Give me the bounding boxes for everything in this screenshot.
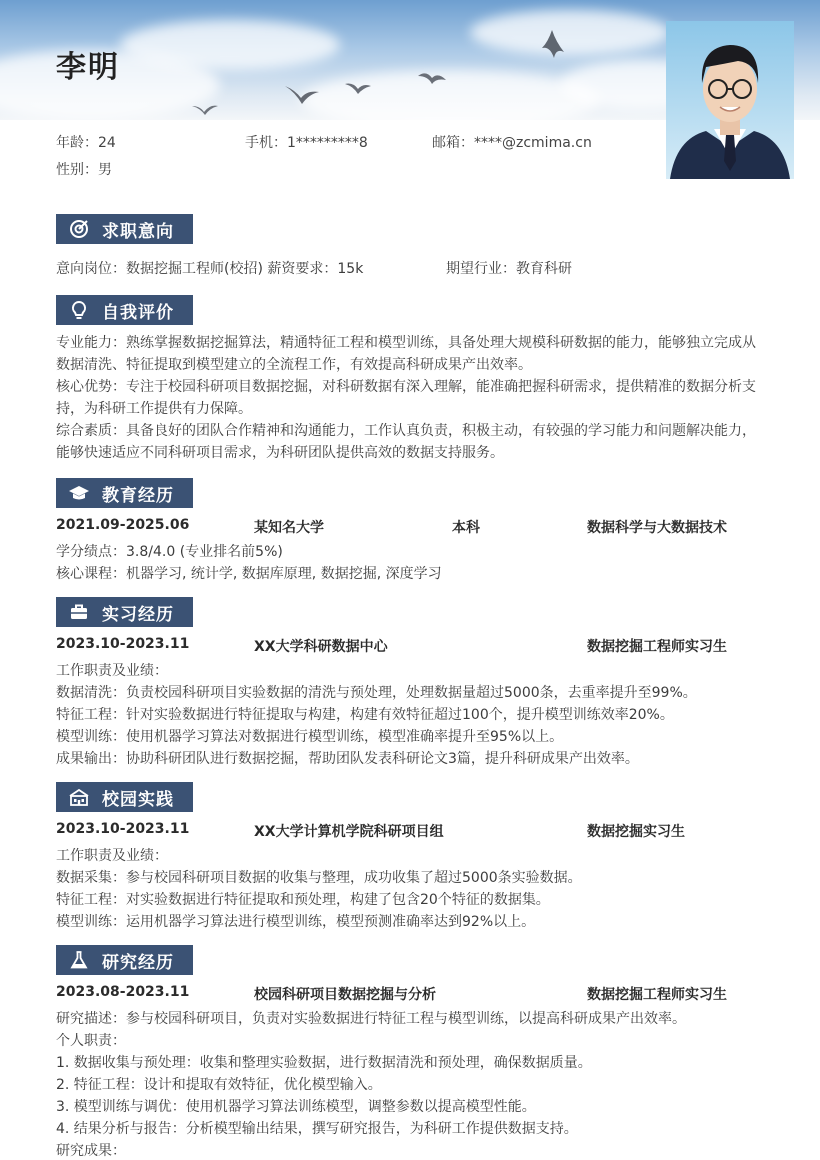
internship-header-row bbox=[56, 636, 768, 656]
email-value: ****@zcmima.cn bbox=[474, 135, 592, 151]
self-evaluation-item: 综合素质：具备良好的团队合作精神和沟通能力，工作认真负责，积极主动，有较强的学习能力和问题解决能力，能够快速适应不同科研项目需求，为科研团队提供高效的数据支持服务。 bbox=[56, 423, 756, 461]
salary-value: 15k bbox=[337, 261, 364, 277]
internship-detail: 成果输出：协助科研团队进行数据挖掘，帮助团队发表科研论文3篇，提升科研成果产出效率。 bbox=[56, 751, 639, 767]
section-title: 教育经历 bbox=[102, 485, 174, 506]
research-detail: 4. 结果分析与报告：分析模型输出结果，撰写研究报告，为科研工作提供数据支持。 bbox=[56, 1121, 578, 1137]
research-header-row bbox=[56, 984, 768, 1004]
research-detail: 个人职责： bbox=[56, 1033, 126, 1049]
internship-detail: 模型训练：使用机器学习算法对数据进行模型训练，模型准确率提升至95%以上。 bbox=[56, 729, 564, 745]
campus-detail: 模型训练：运用机器学习算法进行模型训练，模型预测准确率达到92%以上。 bbox=[56, 914, 536, 930]
research-project: 校园科研项目数据挖掘与分析 bbox=[254, 987, 436, 1003]
section-header-self-evaluation bbox=[56, 295, 193, 325]
self-evaluation-item: 核心优势：专注于校园科研项目数据挖掘，对科研数据有深入理解，能准确把握科研需求，提供精准的数据分析支持，为科研工作提供有力保障。 bbox=[56, 379, 756, 417]
school-name: 某知名大学 bbox=[254, 520, 324, 536]
research-detail: 1. 数据收集与预处理：收集和整理实验数据，进行数据清洗和预处理，确保数据质量。 bbox=[56, 1055, 592, 1071]
internship-detail: 工作职责及业绩： bbox=[56, 663, 168, 679]
bird-icon bbox=[192, 102, 218, 116]
candidate-name: 李明 bbox=[56, 50, 120, 85]
research-date: 2023.08-2023.11 bbox=[56, 984, 190, 1000]
internship-detail: 特征工程：针对实验数据进行特征提取与构建，构建有效特征超过100个，提升模型训练效率20%。 bbox=[56, 707, 674, 723]
section-title: 求职意向 bbox=[102, 221, 174, 242]
lightbulb-icon bbox=[56, 295, 102, 325]
education-detail: 学分绩点：3.8/4.0 (专业排名前5%) bbox=[56, 544, 283, 560]
phone-field bbox=[245, 132, 368, 152]
email-field bbox=[432, 132, 592, 152]
bird-icon bbox=[538, 28, 568, 62]
briefcase-icon bbox=[56, 597, 102, 627]
phone-label: 手机： bbox=[245, 135, 287, 151]
research-detail: 2. 特征工程：设计和提取有效特征，优化模型输入。 bbox=[56, 1077, 382, 1093]
campus-role: 数据挖掘实习生 bbox=[587, 824, 685, 840]
internship-role: 数据挖掘工程师实习生 bbox=[587, 639, 727, 655]
section-title: 校园实践 bbox=[102, 789, 174, 810]
research-detail: 研究描述：参与校园科研项目，负责对实验数据进行特征工程与模型训练，以提高科研成果产出效率。 bbox=[56, 1011, 686, 1027]
industry-field bbox=[446, 258, 572, 278]
research-role: 数据挖掘工程师实习生 bbox=[587, 987, 727, 1003]
building-icon bbox=[56, 782, 102, 812]
bird-icon bbox=[345, 80, 371, 96]
section-header-campus bbox=[56, 782, 193, 812]
phone-value: 1*********8 bbox=[287, 135, 368, 151]
flask-icon bbox=[56, 945, 102, 975]
section-header-research bbox=[56, 945, 193, 975]
gender-field bbox=[56, 159, 112, 179]
email-label: 邮箱： bbox=[432, 135, 474, 151]
education-detail: 核心课程：机器学习, 统计学, 数据库原理, 数据挖掘, 深度学习 bbox=[56, 566, 442, 582]
major: 数据科学与大数据技术 bbox=[587, 520, 727, 536]
graduation-cap-icon bbox=[56, 478, 102, 508]
internship-date: 2023.10-2023.11 bbox=[56, 636, 190, 652]
gender-label: 性别： bbox=[56, 162, 98, 178]
section-header-internship bbox=[56, 597, 193, 627]
bird-icon bbox=[418, 70, 446, 86]
degree: 本科 bbox=[452, 520, 480, 536]
education-header-row bbox=[56, 517, 768, 537]
campus-date: 2023.10-2023.11 bbox=[56, 821, 190, 837]
campus-detail: 特征工程：对实验数据进行特征提取和预处理，构建了包含20个特征的数据集。 bbox=[56, 892, 550, 908]
campus-detail: 数据采集：参与校园科研项目数据的收集与整理，成功收集了超过5000条实验数据。 bbox=[56, 870, 582, 886]
research-detail: 3. 模型训练与调优：使用机器学习算法训练模型，调整参数以提高模型性能。 bbox=[56, 1099, 536, 1115]
gender-value: 男 bbox=[98, 162, 112, 178]
self-evaluation-item: 专业能力：熟练掌握数据挖掘算法，精通特征工程和模型训练，具备处理大规模科研数据的能力，能够独立完成从数据清洗、特征提取到模型建立的全流程工作，有效提高科研成果产出效率。 bbox=[56, 335, 756, 373]
campus-detail: 工作职责及业绩： bbox=[56, 848, 168, 864]
avatar bbox=[666, 21, 794, 179]
age-label: 年龄： bbox=[56, 135, 98, 151]
age-field bbox=[56, 132, 116, 152]
intent-row bbox=[56, 258, 363, 278]
bird-icon bbox=[285, 84, 319, 104]
age-value: 24 bbox=[98, 135, 116, 151]
section-header-education bbox=[56, 478, 193, 508]
internship-org: XX大学科研数据中心 bbox=[254, 639, 388, 655]
campus-header-row bbox=[56, 821, 768, 841]
industry-label: 期望行业： bbox=[446, 261, 516, 277]
position-label: 意向岗位： bbox=[56, 261, 126, 277]
salary-label: 薪资要求： bbox=[267, 261, 338, 277]
section-title: 实习经历 bbox=[102, 604, 174, 625]
position-value: 数据挖掘工程师(校招) bbox=[126, 261, 263, 277]
industry-value: 教育科研 bbox=[516, 261, 572, 277]
section-title: 研究经历 bbox=[102, 952, 174, 973]
campus-org: XX大学计算机学院科研项目组 bbox=[254, 824, 444, 840]
section-header-intent bbox=[56, 214, 193, 244]
target-icon bbox=[56, 214, 102, 244]
research-detail: 研究成果： bbox=[56, 1143, 126, 1159]
education-date: 2021.09-2025.06 bbox=[56, 517, 190, 533]
internship-detail: 数据清洗：负责校园科研项目实验数据的清洗与预处理，处理数据量超过5000条，去重率提升至99%。 bbox=[56, 685, 697, 701]
section-title: 自我评价 bbox=[102, 302, 174, 323]
